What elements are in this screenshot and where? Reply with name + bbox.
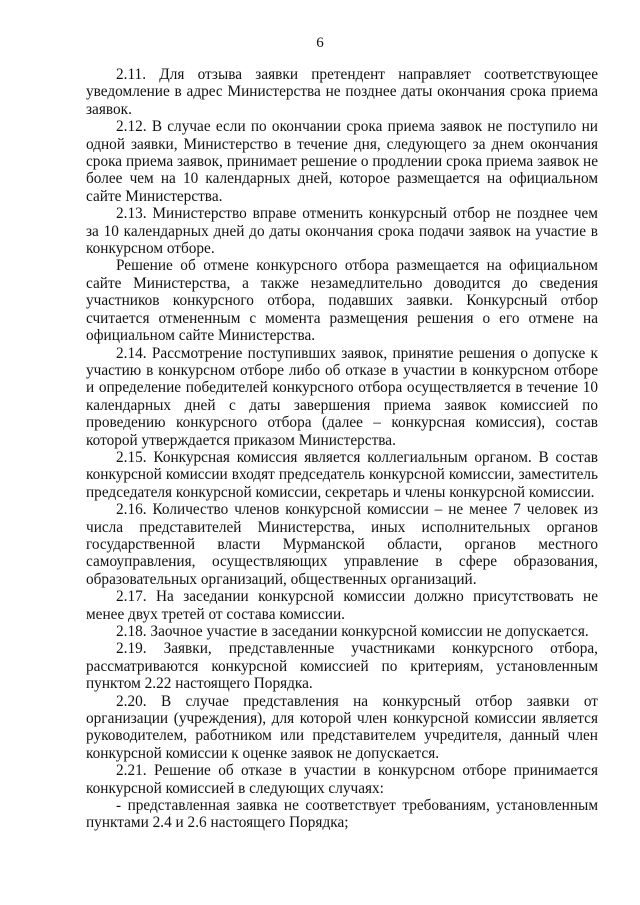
paragraph-2-20: 2.20. В случае представления на конкурсный отбор заявки от организации (учреждения), для которой член конкурсной комиссии является руководителем, работником или представителем учредителя, данный член конкурсной комиссии к оценке заявок не допускается. [86, 692, 598, 762]
page-number: 6 [316, 35, 324, 51]
document-body [86, 66, 598, 832]
paragraph-2-15: 2.15. Конкурсная комиссия является коллегиальным органом. В состав конкурсной комиссии входят председатель конкурсной комиссии, заместитель председателя конкурсной комиссии, секретарь и члены конкурсной комиссии. [86, 448, 598, 501]
paragraph-2-12: 2.12. В случае если по окончании срока приема заявок не поступило ни одной заявки, Министерство в течение дня, следующего за днем окончания срока приема заявок, принимает решение о продлении срока приема заявок не более чем на 10 календарных дней, которое размещается на официальном сайте Министерства. [86, 118, 598, 205]
paragraph-2-16: 2.16. Количество членов конкурсной комиссии – не менее 7 человек из числа представителей Министерства, иных исполнительных органов государственной власти Мурманской области, органов местного самоуправления, осуществляющих управление в сфере образования, образовательных организаций, общественных организаций. [86, 501, 598, 588]
paragraph-2-21: 2.21. Решение об отказе в участии в конкурсном отборе принимается конкурсной комиссией в следующих случаях: [86, 762, 598, 797]
paragraph-2-17: 2.17. На заседании конкурсной комиссии должно присутствовать не менее двух третей от состава комиссии. [86, 588, 598, 623]
paragraph-2-11: 2.11. Для отзыва заявки претендент направляет соответствующее уведомление в адрес Министерства не позднее даты окончания срока приема заявок. [86, 66, 598, 118]
paragraph-cancel-decision: Решение об отмене конкурсного отбора размещается на официальном сайте Министерства, а также незамедлительно доводится до сведения участников конкурсного отбора, подавших заявки. Конкурсный отбор считается отмененным с момента размещения решения о его отмене на официальном сайте Министерства. [86, 257, 598, 345]
paragraph-2-13: 2.13. Министерство вправе отменить конкурсный отбор не позднее чем за 10 календарных дней до даты окончания срока подачи заявок на участие в конкурсном отборе. [86, 205, 598, 258]
paragraph-2-14: 2.14. Рассмотрение поступивших заявок, принятие решения о допуске к участию в конкурсном отборе либо об отказе в участии в конкурсном отборе и определение победителей конкурсного отбора осуществляется в течение 10 календарных дней с даты завершения приема заявок комиссией по проведению конкурсного отбора (далее – конкурсная комиссия), состав которой утверждается приказом Министерства. [86, 344, 598, 449]
paragraph-2-18: 2.18. Заочное участие в заседании конкурсной комиссии не допускается. [116, 623, 589, 640]
list-item: - представленная заявка не соответствует требованиям, установленным пунктами 2.4 и 2.6 настоящего Порядка; [86, 797, 598, 832]
paragraph-2-19: 2.19. Заявки, представленные участниками конкурсного отбора, рассматриваются конкурсной комиссией по критериям, установленным пунктом 2.22 настоящего Порядка. [86, 640, 598, 693]
